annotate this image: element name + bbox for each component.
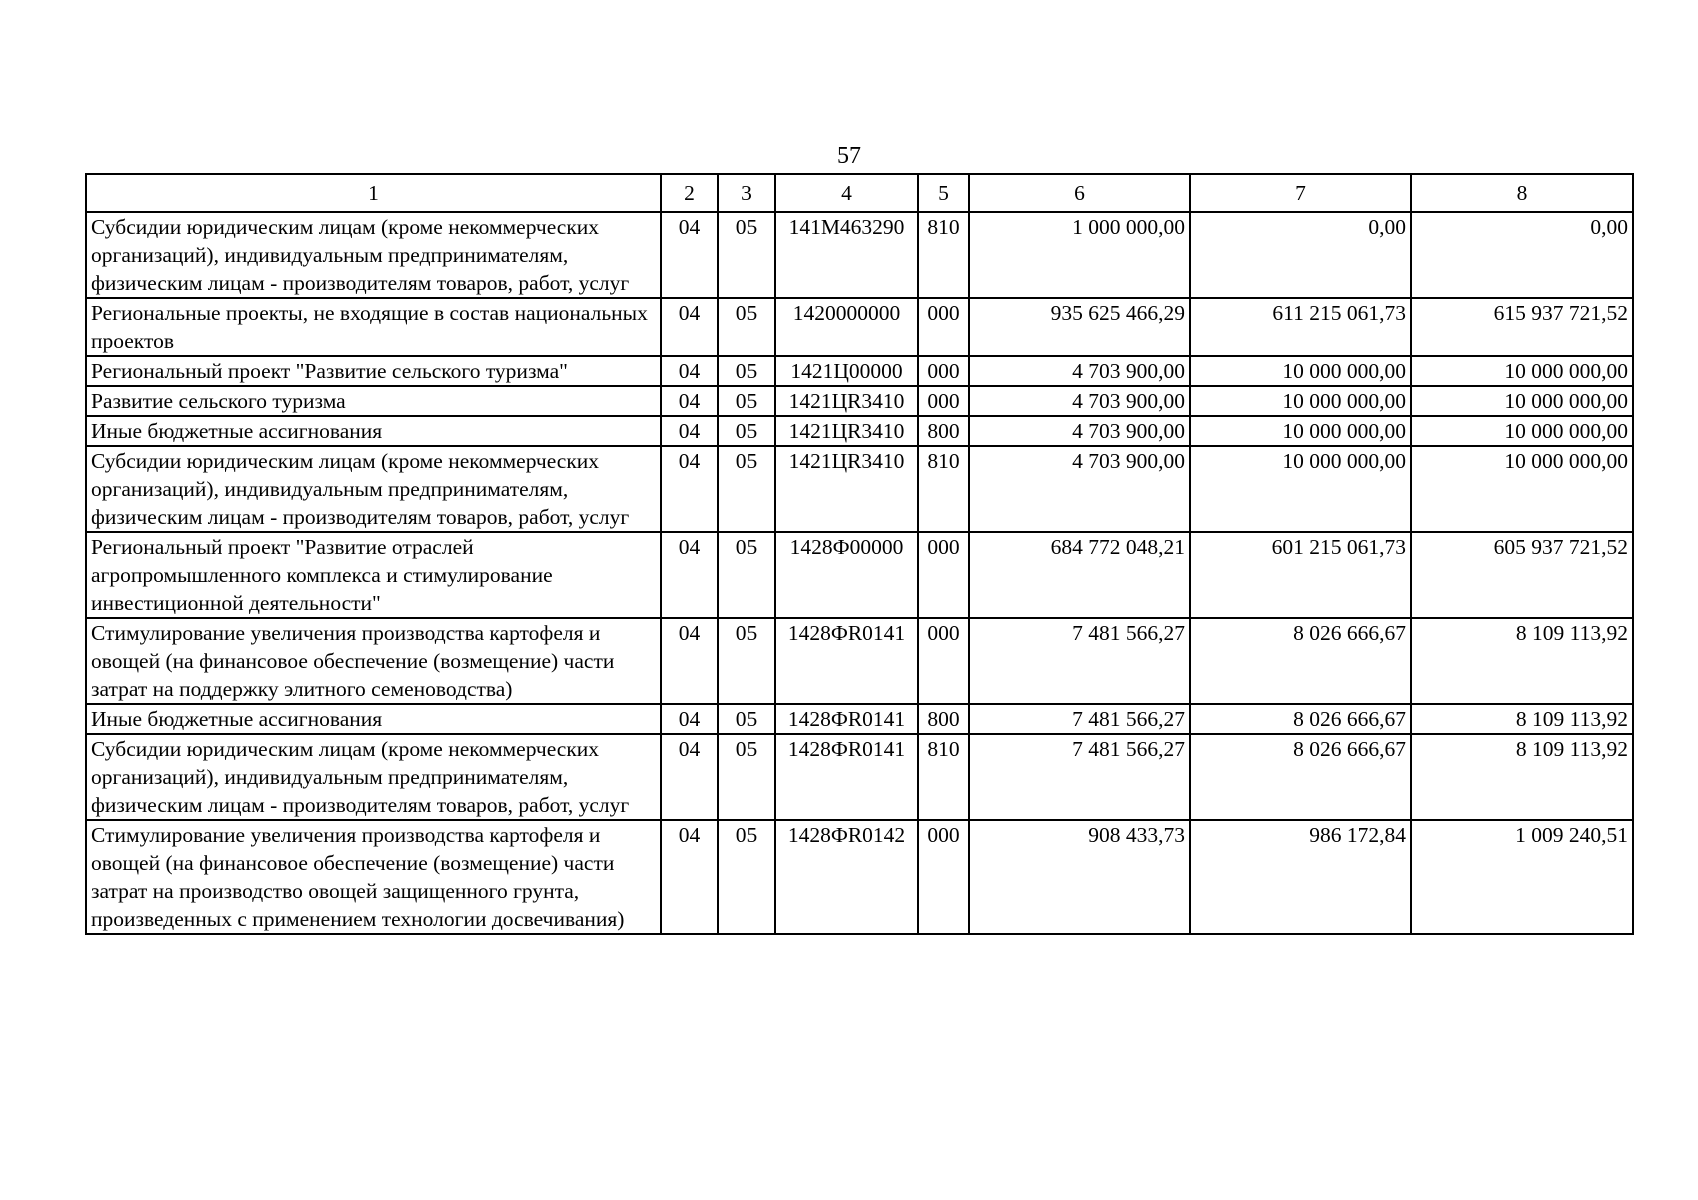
row-name: Региональный проект "Развитие отраслей агропромышленного комплекса и стимулирование инвестиционной деятельности" <box>86 532 661 618</box>
row-amount-col6: 7 481 566,27 <box>969 704 1190 734</box>
row-target-article: 1428Ф00000 <box>775 532 918 618</box>
row-section: 04 <box>661 356 718 386</box>
row-subsection: 05 <box>718 820 775 934</box>
row-section: 04 <box>661 820 718 934</box>
row-target-article: 1428ФR0141 <box>775 734 918 820</box>
row-subsection: 05 <box>718 212 775 298</box>
row-subsection: 05 <box>718 446 775 532</box>
table-row <box>86 618 1633 704</box>
row-expense-type: 800 <box>918 416 969 446</box>
header-cell-6: 6 <box>969 174 1190 212</box>
row-target-article: 141M463290 <box>775 212 918 298</box>
row-subsection: 05 <box>718 356 775 386</box>
header-cell-4: 4 <box>775 174 918 212</box>
row-expense-type: 810 <box>918 446 969 532</box>
row-name: Стимулирование увеличения производства картофеля и овощей (на финансовое обеспечение (возмещение) части затрат на поддержку элитного семеноводства) <box>86 618 661 704</box>
row-section: 04 <box>661 386 718 416</box>
row-amount-col8: 10 000 000,00 <box>1411 386 1633 416</box>
row-target-article: 1428ФR0141 <box>775 618 918 704</box>
table-body <box>86 212 1633 934</box>
row-amount-col6: 4 703 900,00 <box>969 446 1190 532</box>
row-target-article: 1421ЦR3410 <box>775 416 918 446</box>
row-target-article: 1421ЦR3410 <box>775 386 918 416</box>
table-row <box>86 532 1633 618</box>
row-amount-col7: 8 026 666,67 <box>1190 618 1411 704</box>
table-row <box>86 734 1633 820</box>
row-amount-col6: 684 772 048,21 <box>969 532 1190 618</box>
row-amount-col7: 0,00 <box>1190 212 1411 298</box>
row-amount-col7: 601 215 061,73 <box>1190 532 1411 618</box>
row-expense-type: 000 <box>918 356 969 386</box>
row-amount-col8: 605 937 721,52 <box>1411 532 1633 618</box>
row-name: Региональные проекты, не входящие в состав национальных проектов <box>86 298 661 356</box>
header-cell-2: 2 <box>661 174 718 212</box>
row-amount-col6: 935 625 466,29 <box>969 298 1190 356</box>
header-cell-7: 7 <box>1190 174 1411 212</box>
row-expense-type: 810 <box>918 212 969 298</box>
row-amount-col6: 4 703 900,00 <box>969 386 1190 416</box>
row-section: 04 <box>661 704 718 734</box>
row-subsection: 05 <box>718 704 775 734</box>
row-name: Региональный проект "Развитие сельского туризма" <box>86 356 661 386</box>
row-name: Стимулирование увеличения производства картофеля и овощей (на финансовое обеспечение (возмещение) части затрат на производство овощей защищенного грунта, произведенных с применением технологии досвечивания) <box>86 820 661 934</box>
row-section: 04 <box>661 446 718 532</box>
table-row <box>86 704 1633 734</box>
row-amount-col8: 8 109 113,92 <box>1411 734 1633 820</box>
row-amount-col7: 986 172,84 <box>1190 820 1411 934</box>
row-section: 04 <box>661 212 718 298</box>
row-amount-col8: 10 000 000,00 <box>1411 416 1633 446</box>
row-amount-col6: 7 481 566,27 <box>969 734 1190 820</box>
row-target-article: 1428ФR0141 <box>775 704 918 734</box>
row-expense-type: 000 <box>918 532 969 618</box>
row-section: 04 <box>661 416 718 446</box>
row-amount-col8: 1 009 240,51 <box>1411 820 1633 934</box>
header-cell-8: 8 <box>1411 174 1633 212</box>
row-name: Субсидии юридическим лицам (кроме некоммерческих организаций), индивидуальным предпринимателям, физическим лицам - производителям товаров, работ, услуг <box>86 212 661 298</box>
row-amount-col6: 908 433,73 <box>969 820 1190 934</box>
row-amount-col6: 1 000 000,00 <box>969 212 1190 298</box>
row-amount-col7: 10 000 000,00 <box>1190 416 1411 446</box>
page-number: 57 <box>837 143 861 169</box>
row-expense-type: 810 <box>918 734 969 820</box>
row-amount-col7: 10 000 000,00 <box>1190 446 1411 532</box>
row-amount-col8: 10 000 000,00 <box>1411 446 1633 532</box>
table-row <box>86 298 1633 356</box>
row-expense-type: 000 <box>918 820 969 934</box>
row-amount-col7: 10 000 000,00 <box>1190 356 1411 386</box>
table-header <box>86 174 1633 212</box>
row-name: Развитие сельского туризма <box>86 386 661 416</box>
table-row <box>86 356 1633 386</box>
row-expense-type: 000 <box>918 618 969 704</box>
row-name: Субсидии юридическим лицам (кроме некоммерческих организаций), индивидуальным предпринимателям, физическим лицам - производителям товаров, работ, услуг <box>86 734 661 820</box>
row-section: 04 <box>661 532 718 618</box>
row-amount-col6: 4 703 900,00 <box>969 356 1190 386</box>
row-target-article: 1421Ц00000 <box>775 356 918 386</box>
table-row <box>86 820 1633 934</box>
row-target-article: 1420000000 <box>775 298 918 356</box>
row-amount-col7: 611 215 061,73 <box>1190 298 1411 356</box>
row-target-article: 1428ФR0142 <box>775 820 918 934</box>
row-name: Иные бюджетные ассигнования <box>86 704 661 734</box>
row-amount-col7: 8 026 666,67 <box>1190 734 1411 820</box>
row-section: 04 <box>661 298 718 356</box>
row-amount-col6: 4 703 900,00 <box>969 416 1190 446</box>
header-row <box>86 174 1633 212</box>
row-amount-col8: 0,00 <box>1411 212 1633 298</box>
row-subsection: 05 <box>718 416 775 446</box>
table-row <box>86 416 1633 446</box>
row-amount-col8: 615 937 721,52 <box>1411 298 1633 356</box>
row-subsection: 05 <box>718 734 775 820</box>
header-cell-1: 1 <box>86 174 661 212</box>
budget-table <box>85 173 1634 935</box>
row-amount-col7: 10 000 000,00 <box>1190 386 1411 416</box>
header-cell-5: 5 <box>918 174 969 212</box>
row-subsection: 05 <box>718 618 775 704</box>
header-cell-3: 3 <box>718 174 775 212</box>
row-name: Субсидии юридическим лицам (кроме некоммерческих организаций), индивидуальным предпринимателям, физическим лицам - производителям товаров, работ, услуг <box>86 446 661 532</box>
row-subsection: 05 <box>718 386 775 416</box>
row-expense-type: 000 <box>918 298 969 356</box>
table-row <box>86 386 1633 416</box>
row-subsection: 05 <box>718 532 775 618</box>
row-name: Иные бюджетные ассигнования <box>86 416 661 446</box>
row-expense-type: 800 <box>918 704 969 734</box>
row-amount-col6: 7 481 566,27 <box>969 618 1190 704</box>
row-section: 04 <box>661 734 718 820</box>
row-amount-col8: 8 109 113,92 <box>1411 618 1633 704</box>
row-amount-col8: 8 109 113,92 <box>1411 704 1633 734</box>
table-row <box>86 446 1633 532</box>
row-subsection: 05 <box>718 298 775 356</box>
row-target-article: 1421ЦR3410 <box>775 446 918 532</box>
table-row <box>86 212 1633 298</box>
row-expense-type: 000 <box>918 386 969 416</box>
row-amount-col7: 8 026 666,67 <box>1190 704 1411 734</box>
row-section: 04 <box>661 618 718 704</box>
row-amount-col8: 10 000 000,00 <box>1411 356 1633 386</box>
